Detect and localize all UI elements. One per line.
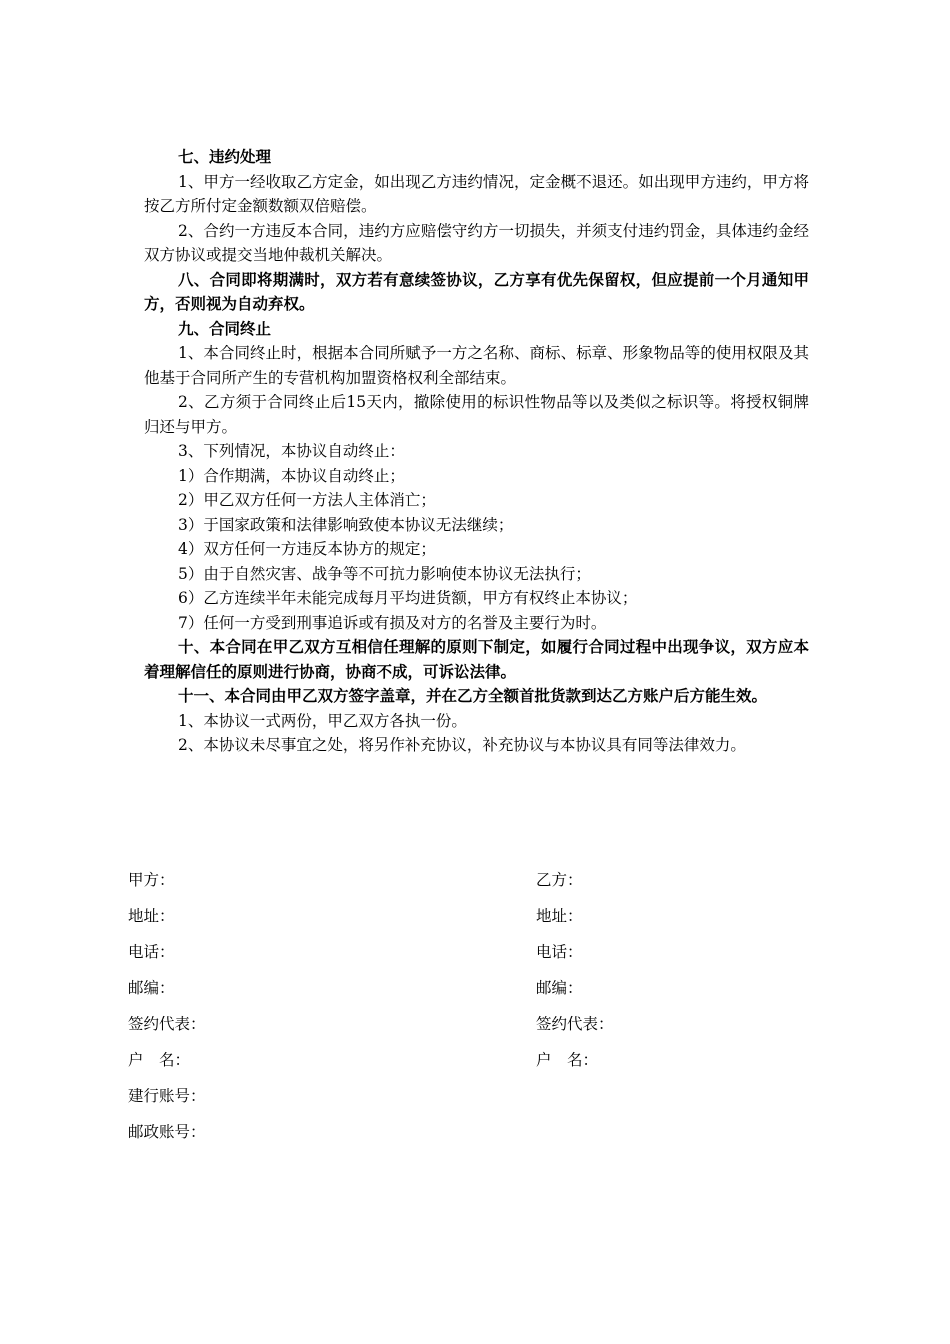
party-a-field: 地址： (128, 907, 175, 925)
party-b-field: 地址： (536, 907, 583, 925)
signature-row (128, 901, 808, 937)
party-b-field: 户 名： (536, 1051, 599, 1069)
party-a-field: 电话： (128, 943, 175, 961)
party-a-field: 邮编： (128, 979, 175, 997)
signature-row (128, 865, 808, 901)
signature-row (128, 937, 808, 973)
clause-paragraph: 1、本协议一式两份，甲乙双方各执一份。 (178, 711, 467, 730)
party-a-field: 签约代表： (128, 1015, 206, 1033)
party-a-field: 建行账号： (128, 1087, 206, 1105)
contract-body (144, 145, 809, 758)
signature-row (128, 1117, 808, 1153)
clause-paragraph: 1、甲方一经收取乙方定金，如出现乙方违约情况，定金概不退还。如出现甲方违约，甲方将按乙方所付定金额数额双倍赔偿。 (144, 172, 809, 215)
clause-paragraph: 3、下列情况，本协议自动终止： (178, 442, 405, 460)
clause-heading: 七、违约处理 (178, 148, 272, 166)
list-item: 4）双方任何一方违反本协方的规定； (178, 540, 436, 558)
clause-heading: 八、合同即将期满时，双方若有意续签协议，乙方享有优先保留权，但应提前一个月通知甲方，否则视为自动弃权。 (144, 270, 809, 313)
party-b-field: 邮编： (536, 979, 583, 997)
party-a-field: 甲方： (128, 871, 175, 889)
party-a-field: 户 名： (128, 1051, 191, 1069)
party-b-field: 签约代表： (536, 1015, 614, 1033)
clause-heading: 九、合同终止 (178, 319, 272, 338)
signature-row (128, 1081, 808, 1117)
list-item: 6）乙方连续半年未能完成每月平均进货额，甲方有权终止本协议； (178, 589, 638, 607)
signature-row (128, 973, 808, 1009)
party-b-field: 乙方： (536, 871, 583, 889)
signature-row (128, 1009, 808, 1045)
clause-paragraph: 2、乙方须于合同终止后15天内，撤除使用的标识性物品等以及类似之标识等。将授权铜牌归还与甲方。 (144, 393, 809, 436)
party-a-field: 邮政账号： (128, 1123, 206, 1141)
list-item: 5）由于自然灾害、战争等不可抗力影响使本协议无法执行； (178, 564, 591, 583)
signature-block (128, 865, 808, 1153)
list-item: 2）甲乙双方任何一方法人主体消亡； (178, 491, 436, 509)
clause-heading: 十一、本合同由甲乙双方签字盖章，并在乙方全额首批货款到达乙方账户后方能生效。 (178, 687, 768, 705)
list-item: 3）于国家政策和法律影响致使本协议无法继续； (178, 515, 514, 534)
list-item: 1）合作期满，本协议自动终止； (178, 466, 405, 485)
clause-paragraph: 2、本协议未尽事宜之处，将另作补充协议，补充协议与本协议具有同等法律效力。 (178, 736, 746, 754)
clause-paragraph: 1、本合同终止时，根据本合同所赋予一方之名称、商标、标章、形象物品等的使用权限及其他基于合同所产生的专营机构加盟资格权利全部结束。 (144, 344, 809, 387)
signature-row (128, 1045, 808, 1081)
list-item: 7）任何一方受到刑事追诉或有损及对方的名誉及主要行为时。 (178, 613, 607, 632)
party-b-field: 电话： (536, 943, 583, 961)
clause-paragraph: 2、合约一方违反本合同，违约方应赔偿守约方一切损失，并须支付违约罚金，具体违约金经双方协议或提交当地仲裁机关解决。 (144, 221, 809, 264)
clause-heading: 十、本合同在甲乙双方互相信任理解的原则下制定，如履行合同过程中出现争议，双方应本着理解信任的原则进行协商，协商不成，可诉讼法律。 (144, 638, 809, 681)
